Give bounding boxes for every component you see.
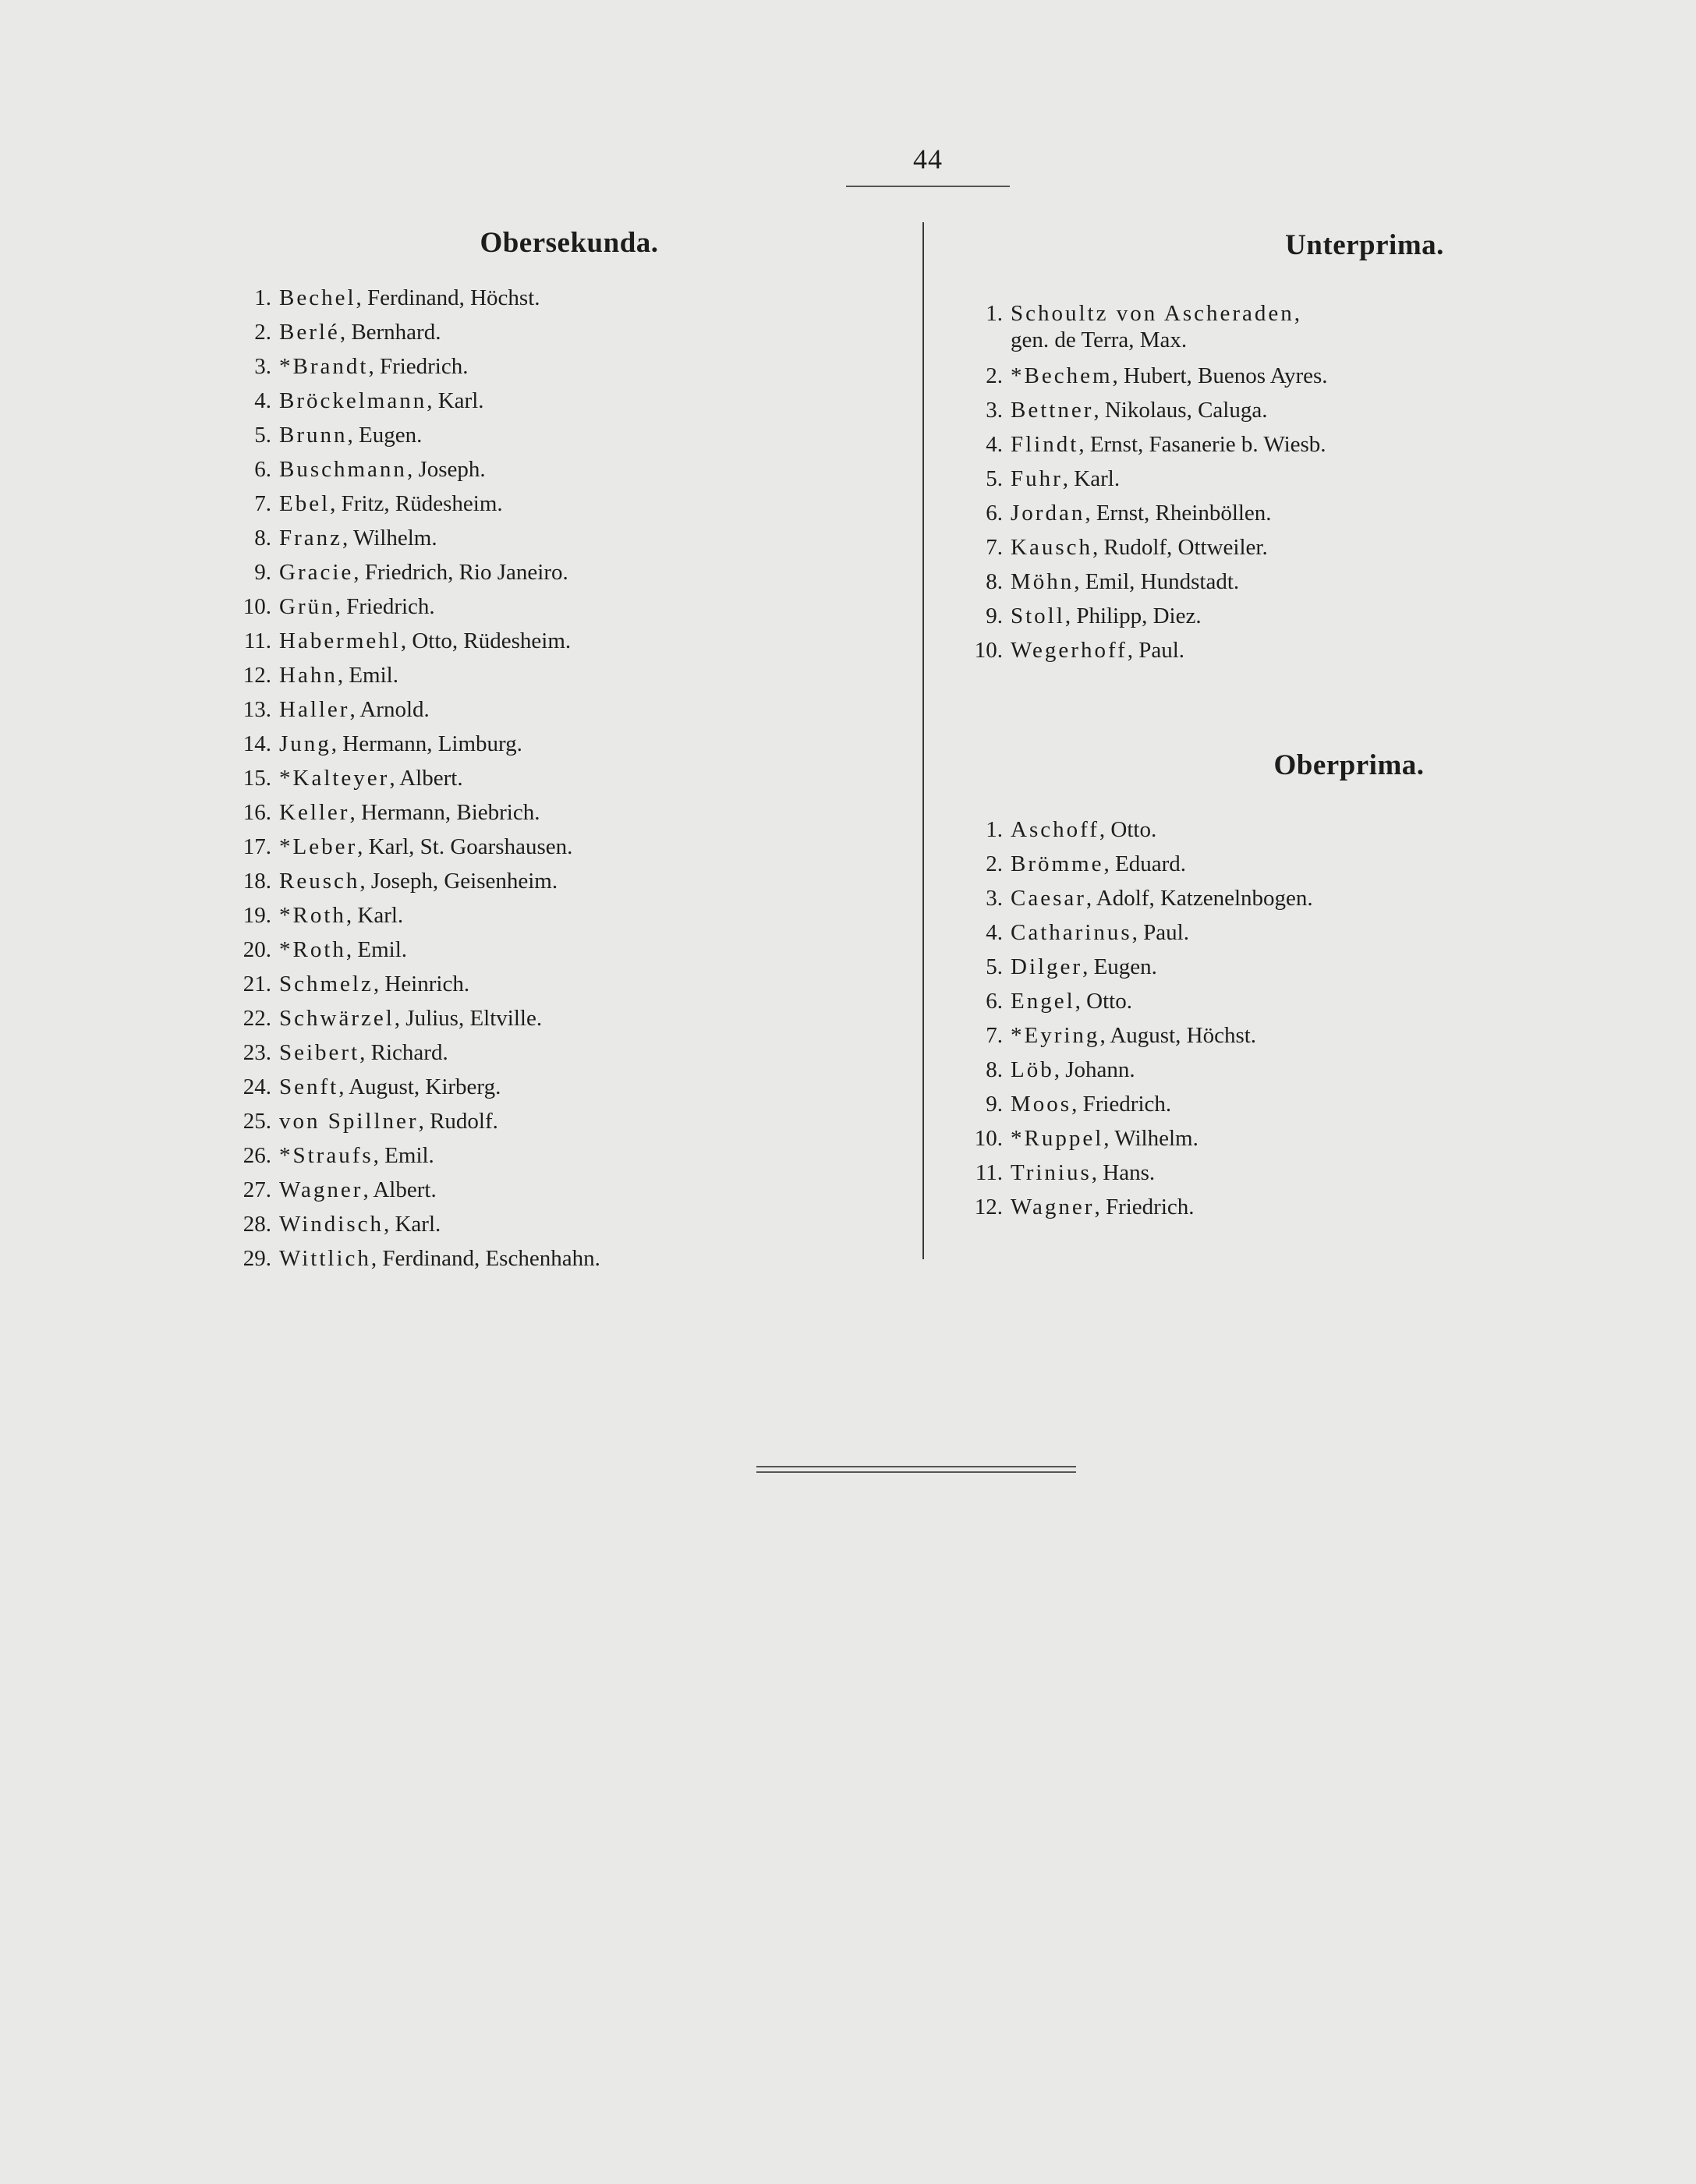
- entry-details: , Johann.: [1053, 1057, 1135, 1082]
- entry-surname: Wagner: [1011, 1195, 1095, 1219]
- entry-number: 12.: [974, 1195, 1003, 1219]
- entry-details: , Eugen.: [347, 423, 423, 448]
- list-item: [234, 1001, 600, 1035]
- entry-surname: Senft: [279, 1074, 339, 1099]
- entry-surname: Windisch: [279, 1212, 384, 1237]
- list-item: [234, 452, 600, 487]
- entry-number: 9.: [986, 604, 1003, 628]
- list-item: [965, 393, 1328, 427]
- list-item: [965, 1018, 1313, 1053]
- list-item: [234, 315, 600, 349]
- list-item: [234, 1173, 600, 1207]
- entry-number: 24.: [243, 1074, 271, 1099]
- entry-details: , Ernst, Fasanerie b. Wiesb.: [1078, 432, 1326, 457]
- list-item: [965, 296, 1328, 359]
- entry-surname: Ebel: [279, 491, 331, 516]
- entry-surname: Franz: [279, 526, 343, 550]
- list-item: [234, 830, 600, 864]
- list-item: [234, 281, 600, 315]
- entry-details: , Philipp, Diez.: [1064, 604, 1202, 628]
- entry-surname: Bettner: [1011, 398, 1094, 423]
- entry-details: , Karl.: [383, 1212, 441, 1237]
- entry-number: 11.: [243, 628, 271, 653]
- entry-details: , August, Kirberg.: [338, 1074, 501, 1099]
- entry-number: 8.: [254, 526, 271, 550]
- entry-surname: Jung: [279, 731, 331, 756]
- entry-surname: Seibert: [279, 1040, 360, 1065]
- list-item: [234, 418, 600, 452]
- entry-number: 14.: [243, 731, 271, 756]
- entry-details: , Emil, Hundstadt.: [1074, 569, 1240, 594]
- entry-surname: *Roth: [279, 937, 346, 962]
- entry-surname: *Ruppel: [1011, 1126, 1104, 1151]
- list-item: [234, 727, 600, 761]
- section-heading-oberprima: Oberprima.: [1273, 749, 1425, 781]
- entry-details: , Hans.: [1091, 1160, 1156, 1185]
- entry-number: 5.: [986, 466, 1003, 491]
- entry-surname: Wagner: [279, 1177, 363, 1202]
- entry-number: 16.: [243, 800, 271, 825]
- entry-details: , Wilhelm.: [342, 526, 437, 550]
- entry-surname: *Eyring: [1011, 1023, 1100, 1048]
- list-item: [965, 633, 1328, 667]
- entry-surname: Bröckelmann: [279, 388, 427, 413]
- entry-number: 10.: [974, 1126, 1003, 1151]
- list-oberprima: [965, 812, 1313, 1224]
- entry-surname: Bechel: [279, 285, 356, 310]
- list-item: [234, 624, 600, 658]
- entry-number: 3.: [254, 354, 271, 379]
- entry-number: 6.: [986, 501, 1003, 526]
- entry-details: , Rudolf, Ottweiler.: [1092, 535, 1268, 560]
- entry-surname: *Bechem: [1011, 363, 1113, 388]
- list-item: [965, 427, 1328, 462]
- entry-surname: Caesar: [1011, 886, 1086, 911]
- list-item: [965, 1053, 1313, 1087]
- entry-surname: Habermehl: [279, 628, 401, 653]
- entry-details: , Otto, Rüdesheim.: [400, 628, 572, 653]
- list-item: [965, 1087, 1313, 1121]
- entry-number: 9.: [986, 1092, 1003, 1117]
- list-item: [234, 692, 600, 727]
- entry-details: , Friedrich.: [1071, 1092, 1172, 1117]
- entry-details: , August, Höchst.: [1099, 1023, 1257, 1048]
- list-item: [234, 658, 600, 692]
- entry-details: , Friedrich.: [368, 354, 469, 379]
- list-item: [234, 555, 600, 589]
- entry-surname: *Roth: [279, 903, 346, 928]
- entry-details: , Arnold.: [349, 697, 430, 722]
- page-number-rule: [846, 186, 1010, 187]
- entry-details: , Nikolaus, Caluga.: [1093, 398, 1268, 423]
- entry-number: 7.: [986, 1023, 1003, 1048]
- entry-number: 7.: [986, 535, 1003, 560]
- entry-details: , Eduard.: [1103, 851, 1186, 876]
- section-heading-obersekunda: Obersekunda.: [480, 227, 659, 259]
- entry-number: 1.: [254, 285, 271, 310]
- list-item: [234, 898, 600, 933]
- entry-details: , Albert.: [363, 1177, 437, 1202]
- entry-details: , Friedrich.: [335, 594, 435, 619]
- entry-surname: Löb: [1011, 1057, 1054, 1082]
- list-item: [965, 599, 1328, 633]
- list-obersekunda: [234, 281, 600, 1276]
- entry-surname: von Spillner: [279, 1109, 419, 1134]
- entry-surname: Wegerhoff: [1011, 638, 1128, 663]
- list-item: [965, 847, 1313, 881]
- entry-details: , Otto.: [1099, 817, 1157, 842]
- entry-number: 25.: [243, 1109, 271, 1134]
- entry-number: 10.: [243, 594, 271, 619]
- entry-surname: Schoultz von Ascheraden: [1011, 301, 1294, 326]
- list-item: [965, 462, 1328, 496]
- entry-details: , Karl.: [345, 903, 404, 928]
- list-item: [965, 359, 1328, 393]
- section-heading-unterprima: Unterprima.: [1285, 229, 1444, 261]
- entry-number: 28.: [243, 1212, 271, 1237]
- entry-number: 3.: [986, 398, 1003, 423]
- entry-details: , Karl.: [1062, 466, 1121, 491]
- entry-number: 22.: [243, 1006, 271, 1031]
- entry-surname: Brunn: [279, 423, 348, 448]
- entry-number: 29.: [243, 1246, 271, 1271]
- entry-surname: Reusch: [279, 869, 360, 894]
- list-unterprima: [965, 296, 1328, 667]
- list-item: [234, 1138, 600, 1173]
- entry-details: , Heinrich.: [373, 972, 470, 996]
- list-item: [234, 864, 600, 898]
- entry-surname: Moos: [1011, 1092, 1072, 1117]
- entry-number: 2.: [254, 320, 271, 345]
- entry-number: 1.: [986, 301, 1003, 326]
- list-item: [965, 1156, 1313, 1190]
- list-item: [234, 1035, 600, 1070]
- entry-surname: Haller: [279, 697, 350, 722]
- list-item: [234, 521, 600, 555]
- entry-details: , Ferdinand, Eschenhahn.: [370, 1246, 600, 1271]
- list-item: [965, 984, 1313, 1018]
- entry-details: , Fritz, Rüdesheim.: [330, 491, 503, 516]
- entry-surname: Möhn: [1011, 569, 1075, 594]
- entry-details: , Paul.: [1127, 638, 1185, 663]
- entry-details: , Hermann, Limburg.: [331, 731, 522, 756]
- entry-number: 2.: [986, 363, 1003, 388]
- entry-surname: Brömme: [1011, 851, 1104, 876]
- entry-surname: Engel: [1011, 989, 1075, 1014]
- entry-number: 23.: [243, 1040, 271, 1065]
- entry-number: 6.: [254, 457, 271, 482]
- list-item: [234, 795, 600, 830]
- entry-details: , Adolf, Katzenelnbogen.: [1085, 886, 1313, 911]
- list-item: [234, 967, 600, 1001]
- list-item: [234, 349, 600, 384]
- entry-surname: *Kalteyer: [279, 766, 390, 791]
- list-item: [965, 950, 1313, 984]
- list-item: [234, 933, 600, 967]
- entry-details: , Julius, Eltville.: [394, 1006, 543, 1031]
- list-item: [234, 589, 600, 624]
- entry-surname: Aschoff: [1011, 817, 1099, 842]
- entry-details: , Emil.: [373, 1143, 434, 1168]
- entry-surname: Stoll: [1011, 604, 1065, 628]
- entry-number: 13.: [243, 697, 271, 722]
- entry-number: 4.: [986, 920, 1003, 945]
- entry-details: , Emil.: [345, 937, 408, 962]
- entry-number: 21.: [243, 972, 271, 996]
- entry-number: 7.: [254, 491, 271, 516]
- entry-details: , Friedrich, Rio Janeiro.: [353, 560, 568, 585]
- list-item: [234, 761, 600, 795]
- list-item: [234, 1207, 600, 1241]
- column-divider: [922, 222, 924, 1259]
- entry-number: 18.: [243, 869, 271, 894]
- entry-details: , Eugen.: [1082, 954, 1157, 979]
- entry-details: , Ernst, Rheinböllen.: [1085, 501, 1272, 526]
- entry-surname: Catharinus: [1011, 920, 1132, 945]
- entry-number: 1.: [986, 817, 1003, 842]
- entry-surname: Buschmann: [279, 457, 407, 482]
- list-item: [965, 812, 1313, 847]
- entry-surname: *Straufs: [279, 1143, 374, 1168]
- entry-number: 26.: [243, 1143, 271, 1168]
- entry-number: 27.: [243, 1177, 271, 1202]
- entry-number: 10.: [974, 638, 1003, 663]
- entry-number: 20.: [243, 937, 271, 962]
- entry-number: 8.: [986, 569, 1003, 594]
- entry-surname: *Brandt: [279, 354, 369, 379]
- entry-details: , Joseph.: [406, 457, 486, 482]
- entry-number: 3.: [986, 886, 1003, 911]
- entry-surname: Berlé: [279, 320, 340, 345]
- entry-details: , Joseph, Geisenheim.: [359, 869, 558, 894]
- entry-continuation: gen. de Terra, Max.: [1011, 327, 1188, 352]
- entry-surname: Jordan: [1011, 501, 1085, 526]
- entry-number: 11.: [975, 1160, 1003, 1185]
- end-double-rule: [756, 1466, 1076, 1473]
- entry-number: 9.: [254, 560, 271, 585]
- entry-number: 15.: [243, 766, 271, 791]
- entry-surname: Flindt: [1011, 432, 1079, 457]
- entry-surname: Grün: [279, 594, 335, 619]
- entry-details: , Ferdinand, Höchst.: [356, 285, 540, 310]
- entry-surname: Wittlich: [279, 1246, 371, 1271]
- entry-surname: Hahn: [279, 663, 338, 688]
- list-item: [234, 487, 600, 521]
- entry-number: 17.: [243, 834, 271, 859]
- entry-details: , Bernhard.: [339, 320, 441, 345]
- entry-details: , Friedrich.: [1094, 1195, 1195, 1219]
- entry-details: ,: [1294, 301, 1301, 326]
- entry-details: , Hubert, Buenos Ayres.: [1112, 363, 1328, 388]
- list-item: [234, 1241, 600, 1276]
- list-item: [965, 565, 1328, 599]
- list-item: [965, 1121, 1313, 1156]
- entry-number: 12.: [243, 663, 271, 688]
- list-item: [965, 915, 1313, 950]
- entry-details: , Hermann, Biebrich.: [349, 800, 540, 825]
- entry-surname: Keller: [279, 800, 350, 825]
- entry-surname: Fuhr: [1011, 466, 1063, 491]
- entry-number: 6.: [986, 989, 1003, 1014]
- entry-details: , Paul.: [1131, 920, 1189, 945]
- list-item: [965, 530, 1328, 565]
- entry-surname: Schmelz: [279, 972, 374, 996]
- entry-details: , Albert.: [389, 766, 463, 791]
- entry-details: , Otto.: [1075, 989, 1132, 1014]
- list-item: [234, 1104, 600, 1138]
- entry-number: 4.: [986, 432, 1003, 457]
- entry-surname: Dilger: [1011, 954, 1083, 979]
- entry-number: 19.: [243, 903, 271, 928]
- list-item: [965, 1190, 1313, 1224]
- page-number: 44: [913, 143, 943, 175]
- entry-details: , Richard.: [359, 1040, 448, 1065]
- entry-number: 5.: [254, 423, 271, 448]
- entry-surname: Schwärzel: [279, 1006, 395, 1031]
- entry-details: , Karl, St. Goarshausen.: [357, 834, 573, 859]
- entry-surname: Kausch: [1011, 535, 1092, 560]
- list-item: [965, 496, 1328, 530]
- entry-number: 5.: [986, 954, 1003, 979]
- entry-details: , Emil.: [337, 663, 398, 688]
- list-item: [234, 384, 600, 418]
- list-item: [234, 1070, 600, 1104]
- entry-number: 8.: [986, 1057, 1003, 1082]
- entry-surname: Trinius: [1011, 1160, 1092, 1185]
- list-item: [965, 881, 1313, 915]
- entry-details: , Karl.: [427, 388, 484, 413]
- entry-surname: Gracie: [279, 560, 354, 585]
- entry-details: , Wilhelm.: [1103, 1126, 1199, 1151]
- entry-number: 2.: [986, 851, 1003, 876]
- entry-details: , Rudolf.: [418, 1109, 498, 1134]
- entry-number: 4.: [254, 388, 271, 413]
- entry-surname: *Leber: [279, 834, 358, 859]
